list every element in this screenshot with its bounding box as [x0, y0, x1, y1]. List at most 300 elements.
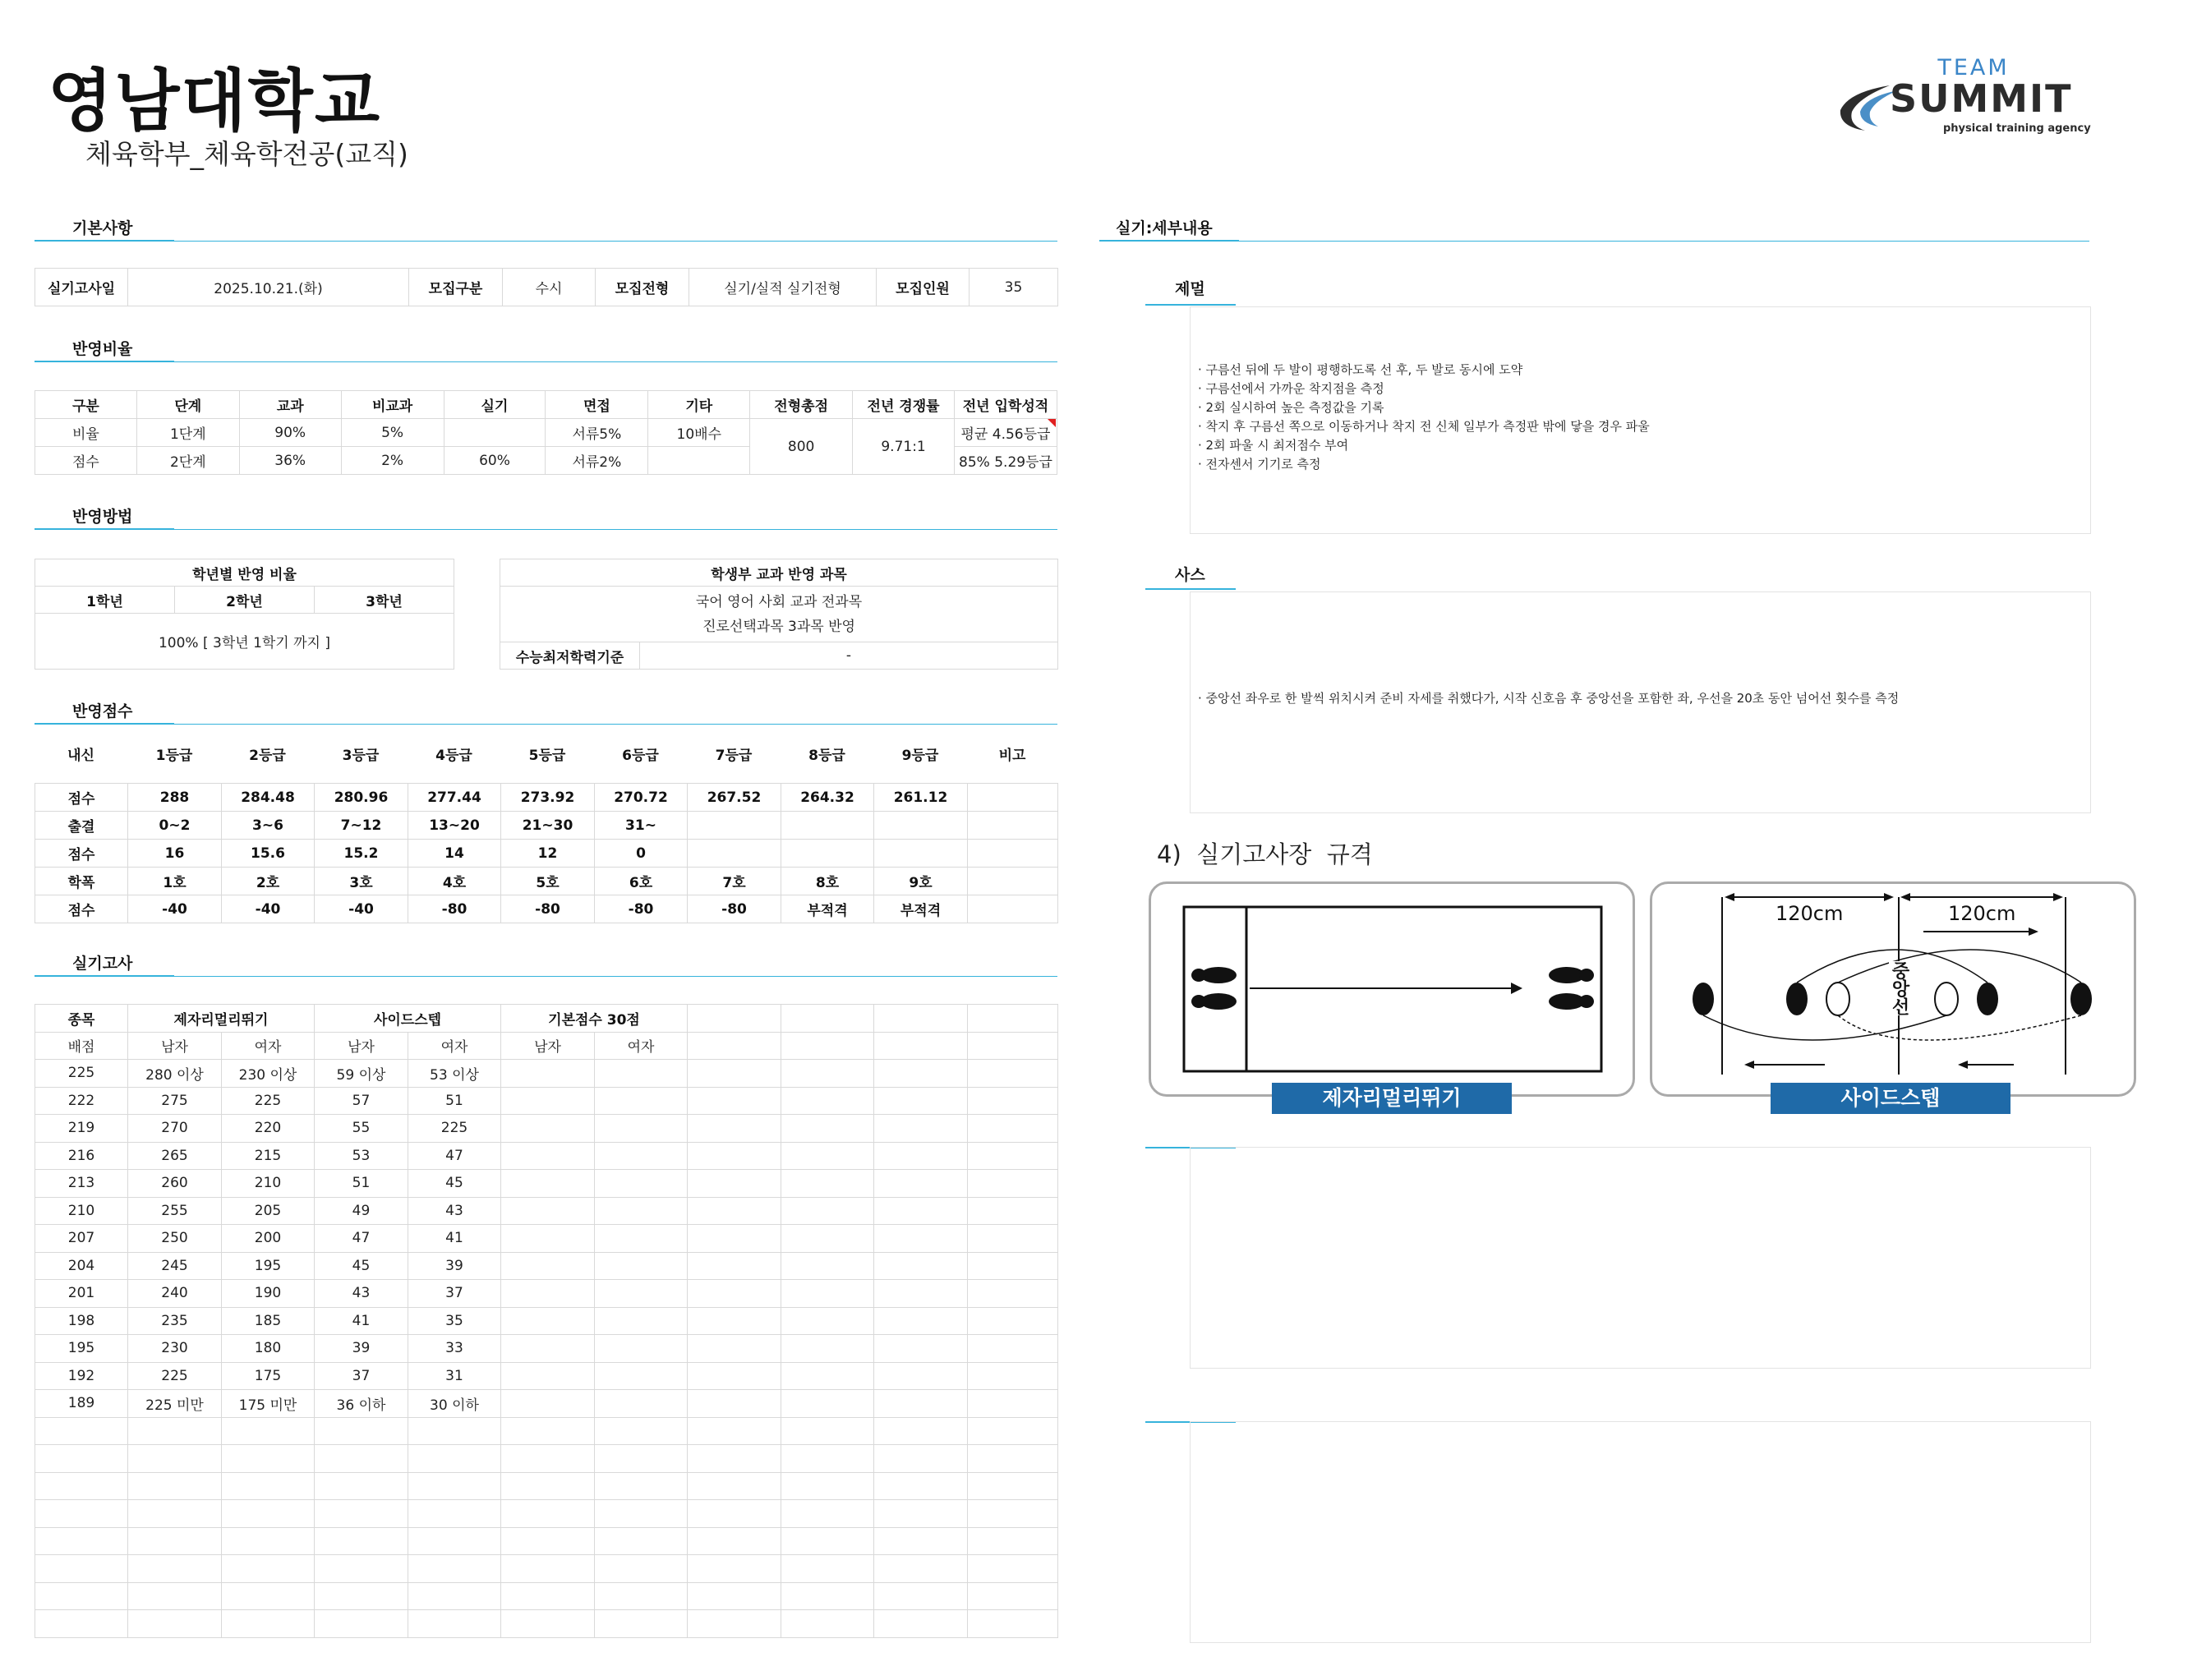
practical-cell — [595, 1142, 688, 1170]
practical-cell: 260 — [128, 1170, 222, 1198]
practical-cell — [595, 1500, 688, 1528]
practical-cell — [968, 1527, 1058, 1555]
practical-row — [35, 1252, 1058, 1280]
practical-sub-2: 여자 — [222, 1032, 315, 1060]
practical-row — [35, 1417, 1058, 1445]
practical-cell: 198 — [35, 1307, 128, 1335]
score-cell: -40 — [315, 895, 408, 923]
practical-cell — [595, 1170, 688, 1198]
practical-cell — [968, 1170, 1058, 1198]
ratio-prev-avg: 평균 4.56등급 — [954, 419, 1057, 447]
practical-cell — [501, 1527, 595, 1555]
practical-cell — [968, 1610, 1058, 1638]
practical-cell: 265 — [128, 1142, 222, 1170]
practical-cell — [874, 1500, 968, 1528]
practical-cell: 220 — [222, 1115, 315, 1143]
ratio-r2-c3: 2% — [341, 447, 444, 475]
practical-cell — [874, 1142, 968, 1170]
practical-cell — [874, 1445, 968, 1473]
practical-cell — [781, 1335, 874, 1363]
practical-row — [35, 1197, 1058, 1225]
practical-cell: 41 — [315, 1307, 408, 1335]
section-detail-tab — [1099, 240, 1239, 242]
ratio-header-9: 전년 입학성적 — [954, 391, 1057, 419]
ratio-header-4: 실기 — [444, 391, 546, 419]
practical-cell — [688, 1390, 781, 1418]
score-header-3: 3등급 — [342, 747, 380, 764]
practical-row — [35, 1280, 1058, 1308]
practical-cell — [968, 1307, 1058, 1335]
grade-1: 1학년 — [35, 587, 175, 614]
practical-cell — [781, 1225, 874, 1253]
practical-row — [35, 1527, 1058, 1555]
practical-head-jump: 제자리멀리뛰기 — [128, 1005, 315, 1033]
section-method: 반영방법 — [72, 508, 133, 526]
practical-cell: 30 이하 — [408, 1390, 501, 1418]
practical-cell — [968, 1335, 1058, 1363]
practical-cell — [595, 1555, 688, 1583]
practical-cell — [595, 1280, 688, 1308]
step-title: 사스 — [1175, 566, 1205, 584]
practical-cell — [222, 1555, 315, 1583]
section-ratio: 반영비율 — [72, 340, 133, 358]
practical-cell: 225 — [128, 1362, 222, 1390]
practical-cell — [874, 1060, 968, 1088]
practical-cell — [968, 1500, 1058, 1528]
practical-cell — [688, 1170, 781, 1198]
practical-sub-5: 남자 — [501, 1032, 595, 1060]
practical-cell — [315, 1500, 408, 1528]
score-cell — [968, 895, 1058, 923]
practical-cell: 185 — [222, 1307, 315, 1335]
practical-cell — [874, 1280, 968, 1308]
score-cell — [874, 840, 968, 868]
practical-cell: 270 — [128, 1115, 222, 1143]
score-cell: 21~30 — [501, 812, 595, 840]
jump-notes — [1198, 361, 1650, 474]
practical-cell — [501, 1610, 595, 1638]
practical-cell — [781, 1582, 874, 1610]
subject-line-1: 국어 영어 사회 교과 전과목 — [695, 593, 863, 610]
practical-cell: 47 — [315, 1225, 408, 1253]
practical-cell — [595, 1335, 688, 1363]
practical-row — [35, 1610, 1058, 1638]
practical-cell: 175 미만 — [222, 1390, 315, 1418]
section-detail-underline — [1099, 241, 2089, 242]
practical-cell — [595, 1087, 688, 1115]
ratio-header-6: 기타 — [648, 391, 750, 419]
practical-cell — [688, 1252, 781, 1280]
score-header-1: 1등급 — [155, 747, 193, 764]
practical-cell: 41 — [408, 1225, 501, 1253]
csat-value: - — [640, 642, 1058, 670]
practical-cell — [128, 1555, 222, 1583]
department-subtitle: 체육학부_체육학전공(교직) — [85, 138, 408, 170]
practical-head-empty — [874, 1005, 968, 1033]
practical-sub-3: 남자 — [315, 1032, 408, 1060]
practical-row — [35, 1500, 1058, 1528]
score-cell: 12 — [501, 840, 595, 868]
score-header-7: 7등급 — [715, 747, 753, 764]
jump-note: · 착지 후 구름선 쪽으로 이동하거나 착지 전 신체 일부가 측정판 밖에 닿을 경우 파울 — [1198, 419, 1650, 434]
practical-cell — [874, 1307, 968, 1335]
practical-head-empty — [688, 1005, 781, 1033]
grade-ratio-value: 100% [ 3학년 1학기 까지 ] — [35, 614, 454, 670]
practical-cell — [128, 1472, 222, 1500]
practical-cell — [408, 1527, 501, 1555]
practical-cell — [595, 1472, 688, 1500]
ratio-r1-c4 — [444, 419, 546, 447]
score-cell: 270.72 — [595, 784, 688, 812]
ratio-header-3: 비교과 — [341, 391, 444, 419]
practical-cell — [128, 1500, 222, 1528]
score-header-9: 9등급 — [901, 747, 939, 764]
empty-box-2 — [1190, 1421, 2091, 1643]
subject-title: 학생부 교과 반영 과목 — [500, 559, 1058, 587]
jump-title-underline — [1145, 304, 1236, 306]
score-cell: 264.32 — [781, 784, 874, 812]
practical-cell — [688, 1335, 781, 1363]
practical-cell — [595, 1390, 688, 1418]
practical-row — [35, 1472, 1058, 1500]
basic-table — [35, 268, 1058, 306]
date-label: 실기고사일 — [35, 269, 128, 306]
practical-cell — [781, 1142, 874, 1170]
practical-cell — [222, 1500, 315, 1528]
practical-cell — [688, 1527, 781, 1555]
ratio-r2-c2: 36% — [239, 447, 341, 475]
ratio-competition: 9.71:1 — [853, 419, 955, 475]
ratio-header-5: 면접 — [546, 391, 648, 419]
practical-row — [35, 1555, 1058, 1583]
practical-cell: 55 — [315, 1115, 408, 1143]
score-cell — [968, 784, 1058, 812]
practical-cell — [595, 1527, 688, 1555]
ratio-r2-c1: 2단계 — [136, 447, 239, 475]
logo-tagline: physical training agency — [1943, 122, 2091, 135]
score-cell: 8호 — [781, 868, 874, 895]
practical-cell: 43 — [408, 1197, 501, 1225]
score-cell: 0~2 — [128, 812, 222, 840]
practical-cell — [781, 1610, 874, 1638]
score-cell: 288 — [128, 784, 222, 812]
score-row — [35, 868, 1058, 895]
practical-cell: 45 — [315, 1252, 408, 1280]
practical-sub-empty — [688, 1032, 781, 1060]
practical-cell — [595, 1115, 688, 1143]
practical-cell — [315, 1555, 408, 1583]
score-table — [35, 783, 1058, 923]
practical-cell: 250 — [128, 1225, 222, 1253]
practical-cell: 31 — [408, 1362, 501, 1390]
practical-row — [35, 1362, 1058, 1390]
score-cell: 부적격 — [874, 895, 968, 923]
practical-cell — [688, 1445, 781, 1473]
university-title: 영남대학교 — [48, 62, 382, 140]
practical-cell — [595, 1582, 688, 1610]
score-header-4: 4등급 — [435, 747, 472, 764]
practical-cell — [874, 1390, 968, 1418]
practical-head-event: 종목 — [35, 1005, 128, 1033]
practical-cell — [595, 1610, 688, 1638]
practical-sub-empty — [781, 1032, 874, 1060]
practical-row — [35, 1335, 1058, 1363]
practical-cell: 230 — [128, 1335, 222, 1363]
practical-head-empty — [968, 1005, 1058, 1033]
practical-cell — [501, 1582, 595, 1610]
practical-cell: 45 — [408, 1170, 501, 1198]
practical-cell — [688, 1087, 781, 1115]
practical-cell: 280 이상 — [128, 1060, 222, 1088]
practical-cell: 210 — [222, 1170, 315, 1198]
jump-note: · 2회 실시하여 높은 측정값을 기록 — [1198, 400, 1384, 415]
score-header-10: 비고 — [998, 747, 1026, 764]
practical-cell: 245 — [128, 1252, 222, 1280]
practical-cell — [688, 1197, 781, 1225]
practical-cell — [501, 1445, 595, 1473]
practical-row — [35, 1087, 1058, 1115]
ratio-header-7: 전형총점 — [750, 391, 853, 419]
practical-cell — [781, 1555, 874, 1583]
score-cell: 16 — [128, 840, 222, 868]
practical-cell — [501, 1417, 595, 1445]
section-score-underline — [35, 724, 1057, 725]
practical-cell: 53 — [315, 1142, 408, 1170]
ratio-header-0: 구분 — [35, 391, 137, 419]
score-cell — [968, 840, 1058, 868]
practical-cell — [222, 1417, 315, 1445]
score-cell: 31~ — [595, 812, 688, 840]
practical-row — [35, 1170, 1058, 1198]
practical-cell — [781, 1500, 874, 1528]
practical-cell: 195 — [222, 1252, 315, 1280]
step-notes — [1198, 689, 1899, 708]
practical-cell: 225 — [35, 1060, 128, 1088]
practical-sub-0: 배점 — [35, 1032, 128, 1060]
practical-cell — [968, 1087, 1058, 1115]
type-label: 모집구분 — [409, 269, 503, 306]
step-dist-right: 120cm — [1948, 902, 2016, 925]
practical-cell: 225 미만 — [128, 1390, 222, 1418]
practical-cell — [688, 1555, 781, 1583]
practical-cell — [781, 1252, 874, 1280]
practical-cell: 225 — [222, 1087, 315, 1115]
practical-cell — [688, 1417, 781, 1445]
practical-cell — [968, 1582, 1058, 1610]
score-cell — [874, 812, 968, 840]
ratio-header-1: 단계 — [136, 391, 239, 419]
practical-sub-empty — [968, 1032, 1058, 1060]
practical-cell — [35, 1527, 128, 1555]
practical-cell — [781, 1527, 874, 1555]
practical-cell — [874, 1225, 968, 1253]
logo-summit: SUMMIT — [1890, 76, 2073, 121]
practical-cell — [595, 1252, 688, 1280]
practical-row — [35, 1115, 1058, 1143]
score-cell: 261.12 — [874, 784, 968, 812]
practical-cell: 255 — [128, 1197, 222, 1225]
practical-cell — [688, 1582, 781, 1610]
score-cell: 1호 — [128, 868, 222, 895]
practical-cell — [315, 1610, 408, 1638]
practical-row — [35, 1390, 1058, 1418]
practical-cell — [595, 1225, 688, 1253]
subject-lines — [500, 587, 1058, 642]
practical-cell — [781, 1472, 874, 1500]
practical-cell: 213 — [35, 1170, 128, 1198]
score-cell — [968, 812, 1058, 840]
practical-cell: 275 — [128, 1087, 222, 1115]
practical-cell: 205 — [222, 1197, 315, 1225]
practical-cell — [501, 1280, 595, 1308]
practical-cell — [315, 1472, 408, 1500]
practical-cell — [874, 1115, 968, 1143]
practical-cell: 180 — [222, 1335, 315, 1363]
ratio-r1-c3: 5% — [341, 419, 444, 447]
score-cell: 7호 — [688, 868, 781, 895]
score-cell: 5호 — [501, 868, 595, 895]
practical-row — [35, 1445, 1058, 1473]
practical-sub-6: 여자 — [595, 1032, 688, 1060]
step-title-underline — [1145, 588, 1236, 590]
practical-cell — [222, 1610, 315, 1638]
practical-cell — [688, 1500, 781, 1528]
jump-note: · 구름선 뒤에 두 발이 평행하도록 선 후, 두 발로 동시에 도약 — [1198, 362, 1523, 377]
practical-cell — [781, 1417, 874, 1445]
practical-cell: 192 — [35, 1362, 128, 1390]
practical-cell: 39 — [315, 1335, 408, 1363]
score-row — [35, 895, 1058, 923]
practical-cell — [501, 1500, 595, 1528]
left-footprints-icon — [1191, 967, 1237, 1010]
section-ratio-tab — [35, 361, 174, 362]
score-cell — [968, 868, 1058, 895]
practical-cell — [688, 1362, 781, 1390]
practical-cell: 35 — [408, 1307, 501, 1335]
practical-table — [35, 1004, 1058, 1638]
practical-cell — [968, 1197, 1058, 1225]
track-label: 모집전형 — [596, 269, 689, 306]
practical-cell — [688, 1307, 781, 1335]
practical-cell — [688, 1225, 781, 1253]
practical-cell — [35, 1610, 128, 1638]
practical-cell: 235 — [128, 1307, 222, 1335]
practical-cell — [501, 1225, 595, 1253]
practical-cell — [595, 1197, 688, 1225]
practical-cell: 222 — [35, 1087, 128, 1115]
practical-cell — [315, 1527, 408, 1555]
section-ratio-underline — [35, 361, 1057, 362]
practical-cell — [501, 1087, 595, 1115]
practical-cell — [781, 1197, 874, 1225]
practical-cell — [128, 1610, 222, 1638]
practical-row — [35, 1307, 1058, 1335]
practical-cell — [501, 1335, 595, 1363]
practical-sub-4: 여자 — [408, 1032, 501, 1060]
practical-cell: 43 — [315, 1280, 408, 1308]
practical-cell — [781, 1170, 874, 1198]
score-cell: -80 — [408, 895, 501, 923]
score-header-5: 5등급 — [528, 747, 566, 764]
practical-head-base: 기본점수 30점 — [501, 1005, 688, 1033]
logo-team: TEAM — [1937, 55, 2010, 81]
score-cell: 9호 — [874, 868, 968, 895]
score-cell: 273.92 — [501, 784, 595, 812]
practical-cell: 219 — [35, 1115, 128, 1143]
practical-cell — [781, 1307, 874, 1335]
score-cell: 점수 — [35, 895, 128, 923]
practical-cell — [968, 1390, 1058, 1418]
practical-cell: 175 — [222, 1362, 315, 1390]
score-cell: 점수 — [35, 840, 128, 868]
practical-cell — [128, 1445, 222, 1473]
practical-cell — [128, 1417, 222, 1445]
practical-head-empty — [781, 1005, 874, 1033]
practical-cell — [968, 1225, 1058, 1253]
step-note: · 중앙선 좌우로 한 발씩 위치시켜 준비 자세를 취했다가, 시작 신호음 후 중앙선을 포함한 좌, 우선을 20초 동안 넘어선 횟수를 측정 — [1198, 691, 1900, 706]
center-line-label: 중앙선 — [1889, 961, 1909, 1015]
practical-cell — [968, 1472, 1058, 1500]
practical-cell: 215 — [222, 1142, 315, 1170]
practical-cell: 225 — [408, 1115, 501, 1143]
practical-cell — [35, 1500, 128, 1528]
practical-cell: 49 — [315, 1197, 408, 1225]
practical-cell — [595, 1307, 688, 1335]
practical-cell: 200 — [222, 1225, 315, 1253]
score-cell: -80 — [688, 895, 781, 923]
practical-cell: 216 — [35, 1142, 128, 1170]
practical-cell — [874, 1555, 968, 1583]
practical-cell: 189 — [35, 1390, 128, 1418]
practical-sub-1: 남자 — [128, 1032, 222, 1060]
count-label: 모집인원 — [877, 269, 970, 306]
practical-cell — [35, 1445, 128, 1473]
practical-cell — [501, 1142, 595, 1170]
practical-cell — [222, 1445, 315, 1473]
practical-cell — [688, 1280, 781, 1308]
practical-cell — [501, 1472, 595, 1500]
jump-diagram — [1149, 881, 1635, 1097]
right-footprints-icon — [1549, 967, 1594, 1010]
practical-cell: 37 — [315, 1362, 408, 1390]
practical-cell — [501, 1307, 595, 1335]
practical-cell: 36 이하 — [315, 1390, 408, 1418]
practical-cell — [874, 1472, 968, 1500]
score-cell: 부적격 — [781, 895, 874, 923]
grade-3: 3학년 — [315, 587, 454, 614]
score-cell: 7~12 — [315, 812, 408, 840]
subject-table — [500, 559, 1058, 670]
section-score-tab — [35, 723, 174, 725]
empty-box-1 — [1190, 1147, 2091, 1369]
section-detail: 실기:세부내용 — [1116, 219, 1213, 237]
practical-cell — [781, 1087, 874, 1115]
practical-cell — [781, 1060, 874, 1088]
practical-cell: 210 — [35, 1197, 128, 1225]
jump-note: · 전자센서 기기로 측정 — [1198, 457, 1321, 472]
practical-cell — [595, 1417, 688, 1445]
practical-cell: 190 — [222, 1280, 315, 1308]
section-practical-tab — [35, 975, 174, 977]
practical-cell: 33 — [408, 1335, 501, 1363]
practical-cell: 207 — [35, 1225, 128, 1253]
practical-cell — [968, 1142, 1058, 1170]
ratio-r2-c0: 점수 — [35, 447, 137, 475]
score-cell: 15.6 — [222, 840, 315, 868]
practical-cell: 57 — [315, 1087, 408, 1115]
score-cell — [781, 840, 874, 868]
score-cell: 학폭 — [35, 868, 128, 895]
